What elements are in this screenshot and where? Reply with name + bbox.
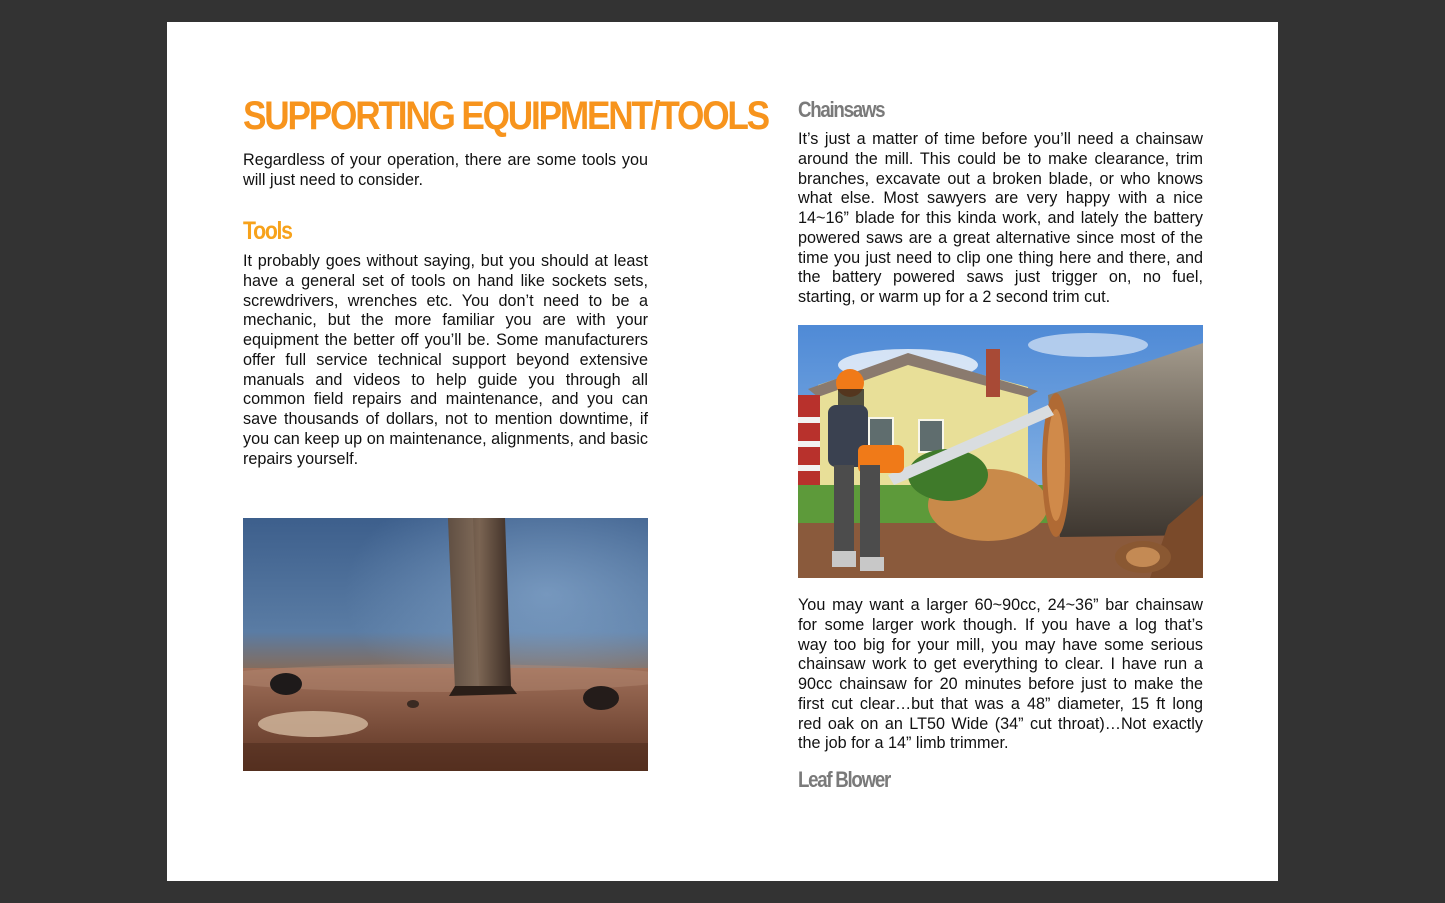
tools-heading: Tools xyxy=(243,217,292,245)
intro-paragraph: Regardless of your operation, there are some tools you will just need to consider. xyxy=(243,151,648,189)
tools-paragraph: It probably goes without saying, but you should at least have a general set of tools on hand like sockets sets, screwdrivers, wrenches etc. You don’t need to be a mechanic, but the more familiar you are with your equipment the better off you’ll be. Some manufacturers offer full service technical support beyond extensive manuals and videos to help guide you through all common field repairs and maintenance, and you can save thousands of dollars, not to mention downtime, if you can keep up on maintenance, alignments, and basic repairs yourself. xyxy=(243,252,648,468)
chainsaws-heading: Chainsaws xyxy=(798,97,885,122)
document-page xyxy=(167,22,1278,881)
leaf-blower-heading: Leaf Blower xyxy=(798,767,890,792)
chisel-photo xyxy=(243,518,648,771)
chainsaws-paragraph-1: It’s just a matter of time before you’ll need a chainsaw around the mill. This could be to make clearance, trim branches, excavate out a broken blade, or who knows what else. Most sawyers are very happy with a nice 14~16” blade for this kinda work, and lately the battery powered saws are a great alternative since most of the time you just need to clip one thing here and there, and the battery powered saws just trigger on, no fuel, starting, or warm up for a 2 second trim cut. xyxy=(798,130,1203,306)
chainsaw-photo xyxy=(798,325,1203,578)
chainsaws-paragraph-2: You may want a larger 60~90cc, 24~36” bar chainsaw for some larger work though. If you have a log that’s way too big for your mill, you may have some serious chainsaw work to get everything to clear. I have run a 90cc chainsaw for 20 minutes before just to make the first cut clear…but that was a 48” diameter, 15 ft long red oak on an LT50 Wide (34” cut throat)…Not exactly the job for a 14” limb trimmer. xyxy=(798,596,1203,753)
page-title: SUPPORTING EQUIPMENT/TOOLS xyxy=(243,94,768,138)
